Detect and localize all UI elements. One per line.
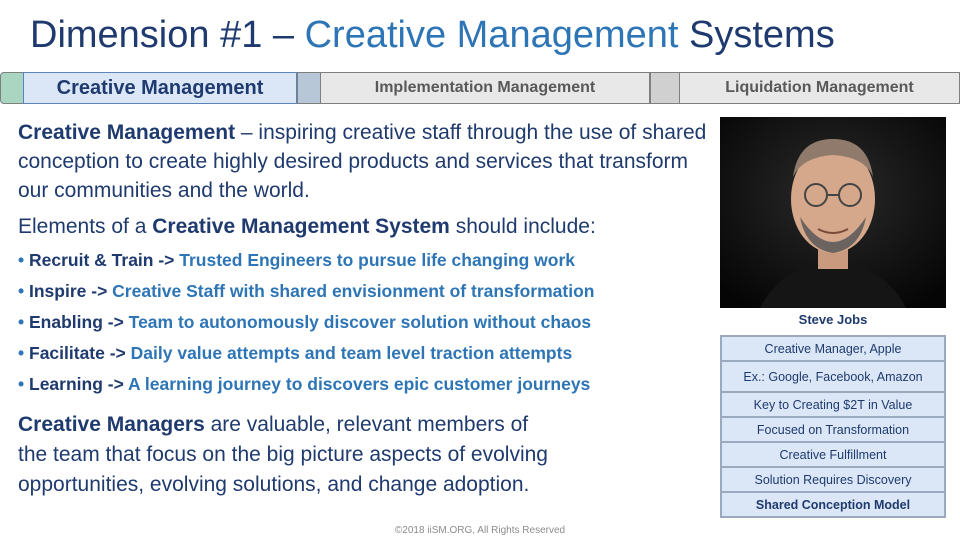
title-highlight: Creative Management bbox=[304, 14, 679, 56]
closing-line3: opportunities, evolving solutions, and change adoption. bbox=[18, 473, 530, 496]
list-item: • Inspire -> Creative Staff with shared envisionment of transformation bbox=[18, 281, 595, 301]
tab-separator-stub bbox=[650, 72, 680, 104]
slide-title bbox=[30, 12, 835, 58]
bullet-text: Team to autonomously discover solution without chaos bbox=[123, 312, 592, 332]
table-row bbox=[721, 417, 945, 442]
list-item: • Learning -> A learning journey to discovers epic customer journeys bbox=[18, 374, 591, 394]
fact-cell: Creative Manager, Apple bbox=[721, 336, 945, 361]
bullet-key: Enabling -> bbox=[29, 312, 124, 332]
tab-separator-stub bbox=[297, 72, 321, 104]
fact-cell: Focused on Transformation bbox=[721, 417, 945, 442]
title-prefix: Dimension #1 – bbox=[30, 14, 305, 56]
slide-body bbox=[18, 118, 718, 500]
bullet-text: Trusted Engineers to pursue life changing work bbox=[174, 250, 576, 270]
elements-heading bbox=[18, 213, 718, 241]
closing-paragraph bbox=[18, 410, 718, 500]
intro-text: – inspiring creative staff through the use of shared conception to create highly desired products and services that transform our communities and the world. bbox=[18, 121, 707, 202]
fact-cell: Creative Fulfillment bbox=[721, 442, 945, 467]
bullet-key: Recruit & Train -> bbox=[29, 250, 175, 270]
closing-line1: are valuable, relevant members of bbox=[204, 413, 529, 436]
elements-suffix: should include: bbox=[449, 215, 596, 238]
portrait-photo bbox=[720, 117, 946, 308]
photo-caption: Steve Jobs bbox=[798, 312, 868, 327]
table-row bbox=[721, 492, 945, 517]
bullet-key: Facilitate -> bbox=[29, 343, 126, 363]
bullet-key: Inspire -> bbox=[29, 281, 108, 301]
list-item: • Enabling -> Team to autonomously discover solution without chaos bbox=[18, 312, 592, 332]
bullet-text: A learning journey to discovers epic customer journeys bbox=[123, 374, 591, 394]
table-row bbox=[721, 336, 945, 361]
fact-cell: Shared Conception Model bbox=[721, 492, 945, 517]
tab-left-stub bbox=[0, 72, 24, 104]
fact-cell: Key to Creating $2T in Value bbox=[721, 392, 945, 417]
table-row bbox=[721, 442, 945, 467]
tab-implementation-management[interactable]: Implementation Management bbox=[320, 72, 650, 104]
closing-line2: the team that focus on the big picture aspects of evolving bbox=[18, 443, 548, 466]
copyright-footer: ©2018 iiSM.ORG, All Rights Reserved bbox=[394, 525, 566, 536]
table-row bbox=[721, 467, 945, 492]
portrait-illustration bbox=[720, 117, 946, 308]
bullet-text: Daily value attempts and team level traction attempts bbox=[125, 343, 573, 363]
list-item: • Facilitate -> Daily value attempts and team level traction attempts bbox=[18, 343, 573, 363]
tab-creative-management[interactable]: Creative Management bbox=[23, 72, 297, 104]
table-row bbox=[721, 392, 945, 417]
closing-term: Creative Managers bbox=[18, 413, 205, 436]
table-row bbox=[721, 361, 945, 392]
dimension-tab-bar bbox=[0, 72, 960, 106]
fact-cell: Solution Requires Discovery bbox=[721, 467, 945, 492]
tab-liquidation-management[interactable]: Liquidation Management bbox=[679, 72, 960, 104]
bullet-text: Creative Staff with shared envisionment of transformation bbox=[107, 281, 595, 301]
facts-table bbox=[720, 335, 946, 518]
elements-prefix: Elements of a bbox=[18, 215, 153, 238]
title-suffix: Systems bbox=[678, 14, 835, 56]
elements-term: Creative Management System bbox=[152, 215, 450, 238]
list-item: • Recruit & Train -> Trusted Engineers to pursue life changing work bbox=[18, 250, 576, 270]
elements-list bbox=[18, 245, 718, 400]
intro-term: Creative Management bbox=[18, 121, 236, 144]
intro-paragraph bbox=[18, 118, 718, 205]
fact-cell: Ex.: Google, Facebook, Amazon bbox=[721, 361, 945, 392]
bullet-key: Learning -> bbox=[29, 374, 124, 394]
